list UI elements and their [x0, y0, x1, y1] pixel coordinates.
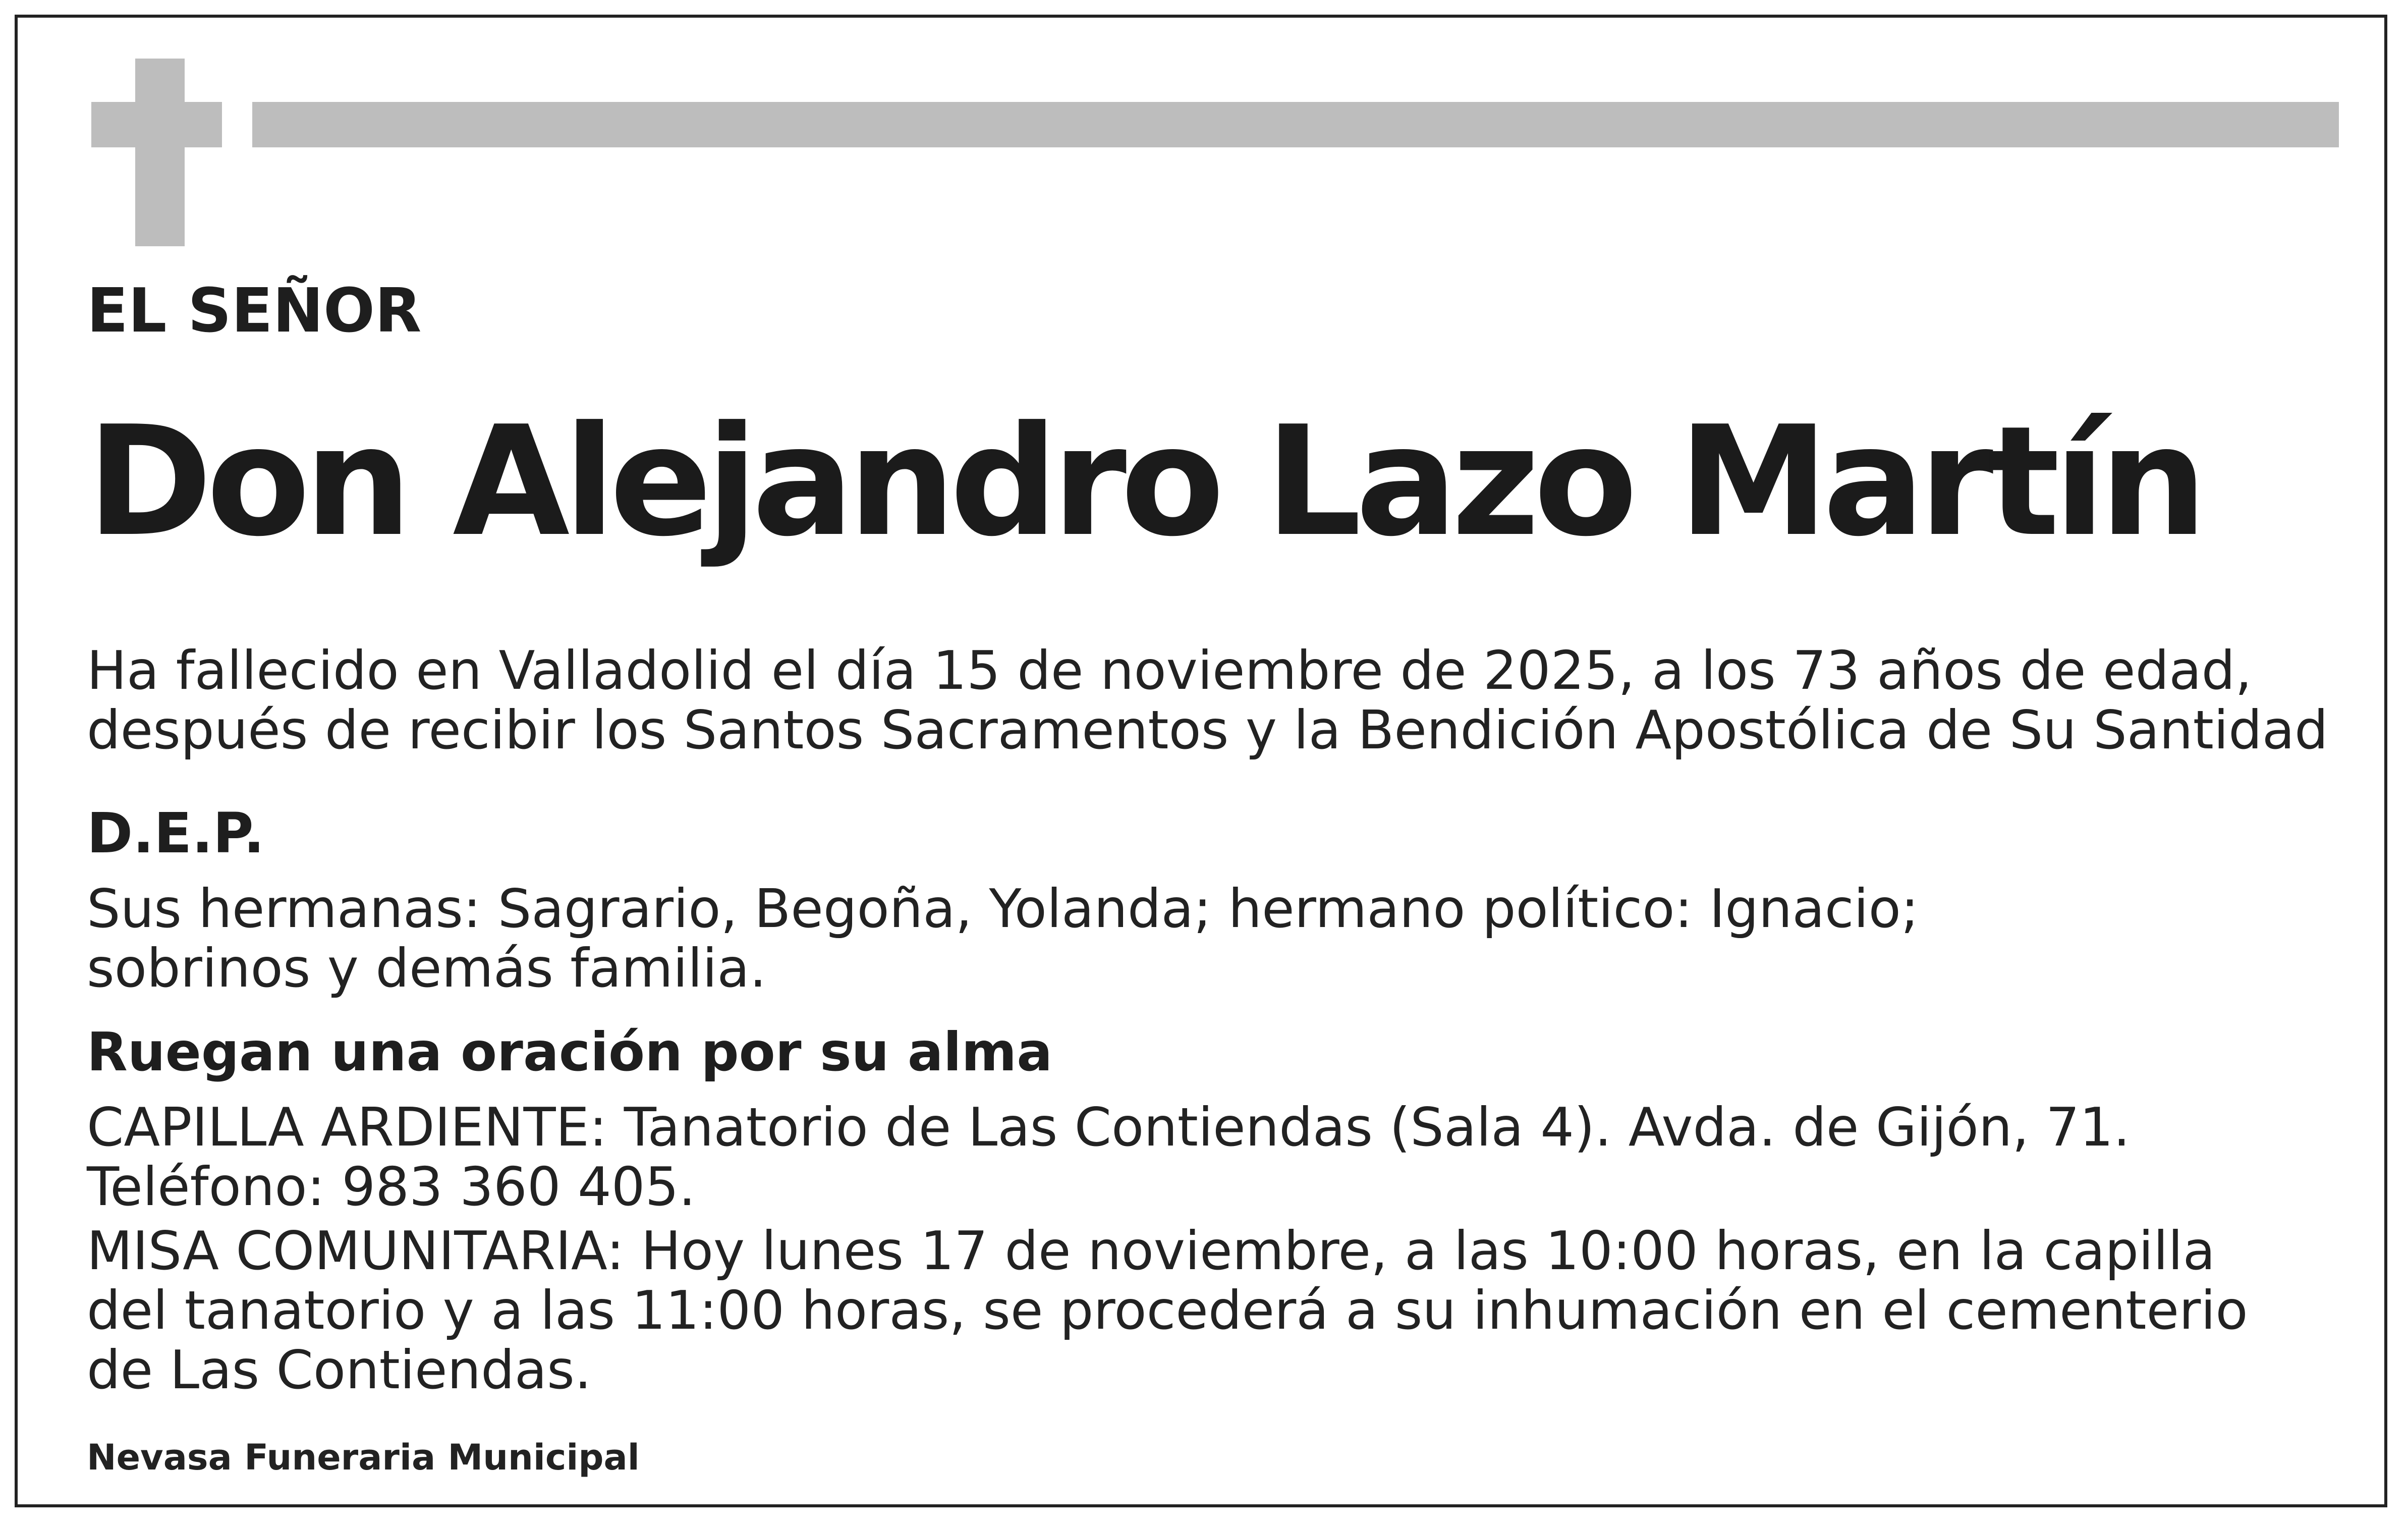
funeral-home: Nevasa Funeraria Municipal — [87, 1437, 640, 1478]
chapel-line-1: CAPILLA ARDIENTE: Tanatorio de Las Contiendas (Sala 4). Avda. de Gijón, 71. — [87, 1097, 2131, 1158]
family-line-1: Sus hermanas: Sagrario, Begoña, Yolanda; hermano político: Ignacio; — [87, 878, 1919, 940]
chapel-info — [87, 1098, 2130, 1217]
mass-line-2: del tanatorio y a las 11:00 horas, se procederá a su inhumación en el cementerio — [87, 1280, 2248, 1341]
mass-line-1: MISA COMUNITARIA: Hoy lunes 17 de noviembre, a las 10:00 horas, en la capilla — [87, 1220, 2215, 1282]
mass-line-3: de Las Contiendas. — [87, 1339, 592, 1401]
family-list — [87, 879, 1919, 998]
death-notice-line-1: Ha fallecido en Valladolid el día 15 de noviembre de 2025, a los 73 años de edad, — [87, 640, 2252, 701]
cross-horizontal-bar — [91, 102, 222, 147]
family-line-2: sobrinos y demás familia. — [87, 938, 767, 999]
mass-info — [87, 1221, 2248, 1400]
honorific: EL SEÑOR — [87, 276, 422, 346]
prayer-request: Ruegan una oración por su alma — [87, 1021, 1053, 1083]
header-rule — [252, 102, 2339, 147]
death-notice — [87, 641, 2328, 760]
death-notice-line-2: después de recibir los Santos Sacramentos y la Bendición Apostólica de Su Santidad — [87, 699, 2328, 761]
cross-vertical-bar — [135, 59, 185, 246]
chapel-line-2: Teléfono: 983 360 405. — [87, 1156, 696, 1218]
dep-label: D.E.P. — [87, 801, 265, 865]
deceased-name: Don Alejandro Lazo Martín — [87, 394, 2202, 570]
